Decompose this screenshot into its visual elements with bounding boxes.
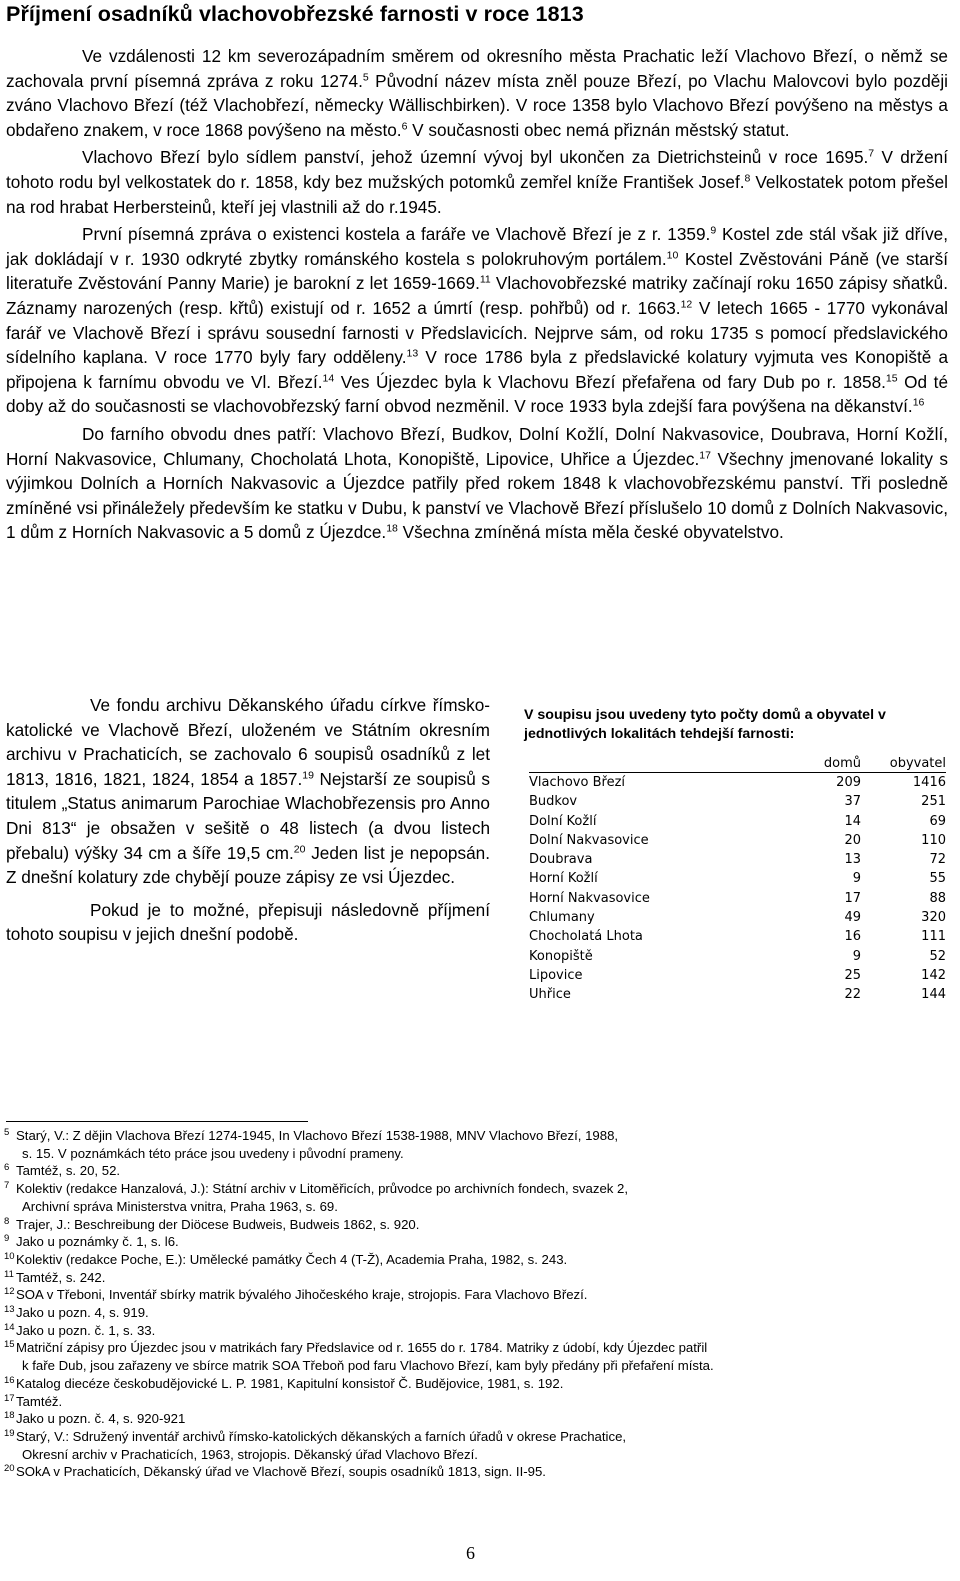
house-count: 20 <box>844 832 861 848</box>
footnote-separator <box>6 1121 308 1122</box>
table-row <box>529 908 946 927</box>
locality-name: Uhřice <box>529 987 571 1003</box>
text-run: V současnosti obec nemá přiznán městský statut. <box>407 119 790 140</box>
table-row <box>529 869 946 888</box>
paragraph <box>6 44 948 142</box>
page-number: 6 <box>466 1543 475 1563</box>
footnote-line: Trajer, J.: Beschreibung der Diöcese Budweis, Budweis 1862, s. 920. <box>16 1216 420 1232</box>
footnote-line: Archivní správa Ministerstva vnitra, Praha 1963, s. 69. <box>22 1198 338 1214</box>
locality-name: Horní Kožlí <box>529 871 598 887</box>
footnote <box>4 1286 954 1304</box>
text-run: Původní název místa zněl pouze Březí, po Vlachu Malovcovi bylo později zváno Vlachovo Březí (též Vlachobřezí, německy Wällischbirken). V roce 1358 bylo Vlachovo Březí povýšeno na městys a obdařeno znakem, v roce 1868 povýšeno na město. <box>6 70 948 140</box>
locality-name: Vlachovo Březí <box>529 775 626 790</box>
house-count: 22 <box>844 987 861 1003</box>
table-row <box>529 773 946 792</box>
footnote-number: 12 <box>4 1286 15 1298</box>
footnote-line: Jako u poznámky č. 1, s. l6. <box>16 1234 179 1250</box>
locality-name: Doubrava <box>529 852 593 868</box>
footnote <box>4 1127 954 1162</box>
footnote <box>4 1463 954 1481</box>
text-run: Vlachovo Březí bylo sídlem panství, jehož územní vývoj byl ukončen za Dietrichsteinů v roce 1695. <box>82 147 869 168</box>
text-run: Kostel zde stál však již dříve, jak dokládají v r. 1930 odkryté zbytky románského kostela s polokruhovým portálem. <box>6 224 949 269</box>
footnote <box>4 1375 954 1393</box>
footnote-number: 5 <box>4 1127 10 1138</box>
footnote-ref: 10 <box>666 249 679 262</box>
table-row <box>529 831 946 850</box>
footnote-line: Matriční zápisy pro Újezdec jsou v matrikách fary Předslavice od r. 1655 do r. 1784. Matriky z údobí, kdy Újezdec patřil <box>16 1340 708 1356</box>
footnote-line: Katalog diecéze českobudějovické L. P. 1981, Kapitulní konsistoř Č. Budějovice, 1981, s. 192. <box>16 1375 564 1391</box>
col-people-header: obyvatel <box>889 756 946 771</box>
house-count: 49 <box>844 910 861 926</box>
intro-text <box>6 44 948 548</box>
footnote-number: 14 <box>4 1321 15 1333</box>
footnote-ref: 9 <box>710 224 717 237</box>
locality-name: Chocholatá Lhota <box>529 929 643 945</box>
footnote-ref: 20 <box>293 842 306 855</box>
paragraph <box>6 145 948 219</box>
page-title: Příjmení osadníků vlachovobřezské farnosti v roce 1813 <box>6 2 584 26</box>
text-run: V držení tohoto rodu byl velkostatek do r. 1858, kdy bez mužských potomků zemřel kníže František Josef. <box>6 147 948 192</box>
footnote-line: s. 15. V poznámkách této práce jsou uvedeny i původní prameny. <box>22 1145 404 1161</box>
footnote-number: 13 <box>4 1304 15 1316</box>
text-run: V roce 1786 byla z předslavické kolatury vyjmuta ves Konopiště a připojena k farnímu obvodu ve Vl. Březí. <box>6 347 948 392</box>
text-run: V letech 1665 - 1770 vykonával farář ve Vlachově Březí i správu sousední farnosti v Předslavicích. Nejprve sám, od roku 1735 s pomocí předslavického sídelního kaplana. V roce 1770 byly fary odděleny. <box>6 297 948 368</box>
footnote <box>4 1162 954 1180</box>
table-heading: V soupisu jsou uvedeny tyto počty domů a obyvatel v jednotlivých lokalitách tehdejší farnosti: <box>524 707 886 742</box>
localities-table <box>529 754 946 1005</box>
house-count: 17 <box>844 890 861 906</box>
population-count: 111 <box>921 929 946 945</box>
text-run: Ve fondu archivu Děkanského úřadu církve římsko-katolické ve Vlachově Březí, uloženém ve Státním okresním archivu v Prachaticích, se zachovalo 6 soupisů osadníků z let 1813, 1816, 1821, 1824, 1854 a 1857. <box>6 695 490 789</box>
footnote <box>4 1339 954 1374</box>
population-count: 55 <box>929 871 946 887</box>
footnote-ref: 14 <box>322 371 335 384</box>
footnote-number: 7 <box>4 1180 10 1192</box>
text-run: Od té doby až do současnosti se vlachovobřezský farní obvod nezměnil. V roce 1933 byla zdejší fara povýšena na děkanství. <box>6 371 949 417</box>
text-run: Kostel Zvěstováni Páně (ve starší literatuře Zvěstování Panny Marie) je barokní z let 1659-1669. <box>6 248 948 294</box>
locality-name: Horní Nakvasovice <box>529 890 650 906</box>
footnote-line: k faře Dub, jsou zařazeny ve sbírce matrik SOA Třeboň pod faru Vlachovo Březí, kam byly předány při přefaření místa. <box>22 1358 714 1374</box>
footnote-ref: 11 <box>479 273 491 286</box>
footnote <box>4 1180 954 1215</box>
table-row <box>529 889 946 908</box>
population-count: 251 <box>921 794 946 810</box>
footnote-ref: 19 <box>302 769 314 782</box>
locality-name: Konopiště <box>529 948 593 964</box>
population-count: 320 <box>921 910 946 926</box>
population-count: 142 <box>921 967 946 983</box>
footnote <box>4 1251 954 1269</box>
footnote-line: SOkA v Prachaticích, Děkanský úřad ve Vlachově Březí, soupis osadníků 1813, sign. II-95. <box>16 1464 546 1480</box>
text-run: První písemná zpráva o existenci kostela a faráře ve Vlachově Březí je z r. 1359. <box>82 224 711 245</box>
text-run: Vlachovobřezské matriky začínají roku 1650 zápisy sňatků. Záznamy narozených (resp. křtů) existují od r. 1652 a úmrtí (resp. pohřbů) od r. 1663. <box>6 273 948 318</box>
footnote-ref: 16 <box>912 396 925 409</box>
footnote-number: 15 <box>4 1339 15 1351</box>
footnote-line: Jako u pozn. č. 4, s. 920-921 <box>16 1411 186 1427</box>
population-count: 72 <box>929 852 946 868</box>
paragraph <box>6 693 490 890</box>
text-run: Jeden list je nepopsán. Z dnešní kolatury zde chybějí pouze zápisy ze vsi Újezdec. <box>6 842 490 888</box>
table-row <box>529 985 946 1004</box>
footnote <box>4 1393 954 1411</box>
house-count: 13 <box>844 852 861 868</box>
population-count: 1416 <box>912 775 946 790</box>
house-count: 9 <box>852 948 861 964</box>
footnote <box>4 1269 954 1287</box>
footnote-ref: 6 <box>401 120 408 133</box>
footnote-ref: 18 <box>386 522 398 535</box>
footnote-line: Okresní archiv v Prachaticích, 1963, strojopis. Děkanský úřad Vlachovo Březí. <box>22 1446 478 1462</box>
footnote-line: Kolektiv (redakce Poche, E.): Umělecké památky Čech 4 (T-Ž), Academia Praha, 1982, s. 243. <box>16 1251 568 1267</box>
footnote-line: Jako u pozn. 4, s. 919. <box>16 1305 149 1321</box>
table-body <box>529 773 946 1005</box>
footnote-ref: 17 <box>699 448 711 461</box>
house-count: 14 <box>844 813 861 829</box>
footnote-number: 19 <box>4 1427 15 1439</box>
text-run: Všechna zmíněná místa měla české obyvatelstvo. <box>397 522 784 543</box>
table-row <box>529 927 946 946</box>
footnote-line: SOA v Třeboni, Inventář sbírky matrik bývalého Jihočeského kraje, strojopis. Fara Vlachovo Březí. <box>16 1287 588 1303</box>
footnote-number: 16 <box>4 1374 15 1386</box>
house-count: 16 <box>844 929 861 945</box>
footnote-ref: 12 <box>680 298 693 311</box>
population-count: 69 <box>929 813 946 829</box>
locality-name: Budkov <box>529 794 578 810</box>
footnote-ref: 13 <box>406 347 419 360</box>
text-run: Nejstarší ze soupisů s titulem „Status animarum Parochiae Wlachobřezensis pro Anno Dni 813“ je obsažen v sešitě o 48 listech (a dvou listech přebalu) výšky 34 cm a šíře 19,5 cm. <box>6 768 490 863</box>
table-row <box>529 850 946 869</box>
footnote-line: Starý, V.: Sdružený inventář archivů římsko-katolických děkanských a farních úřadů v okrese Prachatice, <box>16 1428 627 1444</box>
table-row <box>529 966 946 985</box>
house-count: 25 <box>844 967 861 983</box>
footnote <box>4 1304 954 1322</box>
text-run: Pokud je to možné, přepisuji následovně příjmení tohoto soupisu v jejich dnešní podobě. <box>6 899 490 945</box>
locality-name: Lipovice <box>529 967 583 983</box>
table-row <box>529 812 946 831</box>
footnote-number: 11 <box>4 1268 14 1280</box>
footnote-ref: 5 <box>362 70 369 83</box>
footnote-ref: 8 <box>744 172 751 185</box>
col-houses-header: domů <box>823 756 861 771</box>
footnote-line: Jako u pozn. č. 1, s. 33. <box>16 1322 156 1338</box>
footnote-line: Tamtéž. <box>16 1393 63 1409</box>
text-run: Do farního obvodu dnes patří: Vlachovo Březí, Budkov, Dolní Kožlí, Dolní Nakvasovice, Doubrava, Horní Kožlí, Horní Nakvasovice, Chlumany, Chocholatá Lhota, Konopiště, Lipovice, Uhřice a Újezdec. <box>6 423 948 469</box>
table-row <box>529 947 946 966</box>
footnote-line: Tamtéž, s. 242. <box>16 1269 106 1285</box>
paragraph <box>6 898 490 947</box>
text-run: Všechny jmenované lokality s výjimkou Dolních a Horních Nakvasovic a Újezdce patřily před rokem 1848 k vlachovobřezskému panství. Tři posledně zmíněné vsi přináležely především ke statku v Dubu, k panství ve Vlachově Březí příslušelo 10 domů z Dolních Nakvasovic, 1 dům z Horních Nakvasovic a 5 domů z Újezdce. <box>6 448 948 543</box>
locality-name: Dolní Nakvasovice <box>529 832 649 848</box>
population-count: 144 <box>921 987 946 1003</box>
locality-name: Chlumany <box>529 910 595 926</box>
footnote <box>4 1410 954 1428</box>
house-count: 9 <box>852 871 861 887</box>
text-run: Velkostatek potom přešel na rod hrabat Herbersteinů, kteří jej vlastnili až do r.1945. <box>6 171 948 217</box>
text-run: Ve vzdálenosti 12 km severozápadním směrem od okresního města Prachatic leží Vlachovo Březí, o němž se zachovala první písemná zpráva z roku 1274. <box>6 46 948 91</box>
footnote-number: 18 <box>4 1410 15 1422</box>
archive-description <box>6 693 490 955</box>
population-count: 110 <box>921 832 946 848</box>
footnote-number: 6 <box>4 1162 10 1174</box>
footnote-line: Starý, V.: Z dějin Vlachova Březí 1274-1945, In Vlachovo Březí 1538-1988, MNV Vlachovo Březí, 1988, <box>16 1128 619 1143</box>
locality-name: Dolní Kožlí <box>529 813 597 829</box>
house-count: 37 <box>844 794 861 810</box>
footnote-ref: 7 <box>868 147 875 160</box>
table-row <box>529 792 946 811</box>
footnote <box>4 1233 954 1251</box>
footnote-number: 9 <box>4 1233 10 1245</box>
footnote-number: 20 <box>4 1463 15 1475</box>
paragraph <box>6 422 948 545</box>
population-count: 88 <box>929 890 946 906</box>
table-header-row <box>529 754 946 773</box>
footnote <box>4 1428 954 1463</box>
house-count: 209 <box>836 775 861 790</box>
footnotes <box>4 1127 954 1481</box>
footnote <box>4 1216 954 1234</box>
footnote-ref: 15 <box>885 371 898 384</box>
footnote <box>4 1322 954 1340</box>
footnote-line: Kolektiv (redakce Hanzalová, J.): Státní archiv v Litoměřicích, průvodce po archivních fondech, svazek 2, <box>16 1181 629 1197</box>
footnote-number: 17 <box>4 1392 15 1404</box>
footnote-line: Tamtéž, s. 20, 52. <box>16 1163 121 1179</box>
footnote-number: 10 <box>4 1250 15 1262</box>
population-count: 52 <box>929 948 946 964</box>
footnote-number: 8 <box>4 1215 10 1227</box>
paragraph <box>6 222 948 419</box>
text-run: Ves Újezdec byla k Vlachovu Březí přefařena od fary Dub po r. 1858. <box>334 371 886 392</box>
